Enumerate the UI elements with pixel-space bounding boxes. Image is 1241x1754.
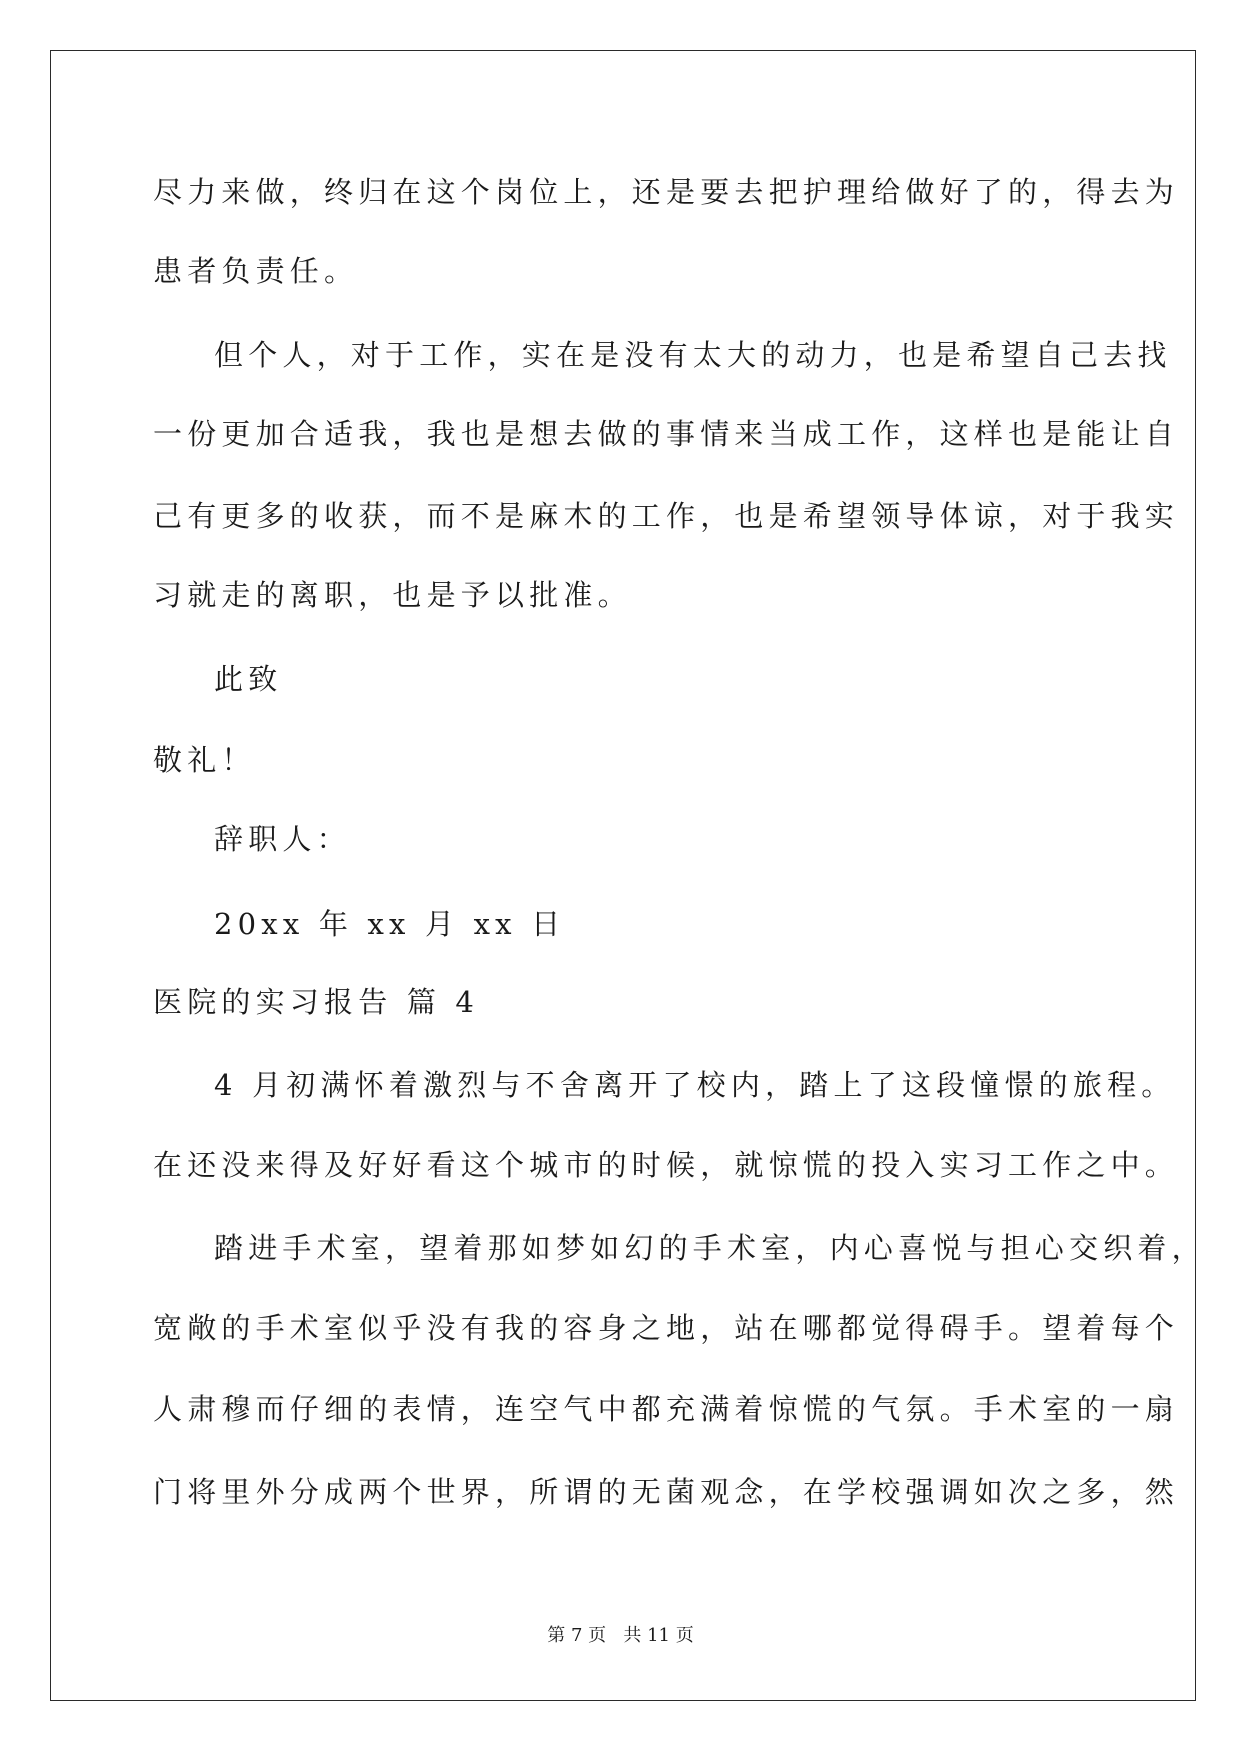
signature-line: 辞职人： <box>214 822 351 856</box>
closing-line: 敬礼！ <box>153 743 256 777</box>
text-line: 门将里外分成两个世界，所谓的无菌观念，在学校强调如次之多，然 <box>153 1475 1180 1509</box>
text-line: 己有更多的收获，而不是麻木的工作，也是希望领导体谅，对于我实 <box>153 499 1180 533</box>
salutation-line: 此致 <box>214 662 283 696</box>
text-line: 患者负责任。 <box>153 254 359 288</box>
text-line: 踏进手术室，望着那如梦如幻的手术室，内心喜悦与担心交织着， <box>214 1231 1206 1265</box>
text-line: 但个人，对于工作，实在是没有太大的动力，也是希望自己去找 <box>214 338 1172 372</box>
text-line: 一份更加合适我，我也是想去做的事情来当成工作，这样也是能让自 <box>153 417 1180 451</box>
text-line: 宽敞的手术室似乎没有我的容身之地，站在哪都觉得碍手。望着每个 <box>153 1311 1180 1345</box>
text-line: 4 月初满怀着激烈与不舍离开了校内，踏上了这段憧憬的旅程。 <box>214 1068 1176 1102</box>
page-number-footer: 第 7 页 共 11 页 <box>547 1625 694 1646</box>
text-line: 习就走的离职，也是予以批准。 <box>153 578 632 612</box>
page-border <box>50 50 1196 1701</box>
section-heading: 医院的实习报告 篇 4 <box>153 985 480 1019</box>
date-line: 20xx 年 xx 月 xx 日 <box>214 907 566 941</box>
text-line: 人肃穆而仔细的表情，连空气中都充满着惊慌的气氛。手术室的一扇 <box>153 1392 1180 1426</box>
text-line: 在还没来得及好好看这个城市的时候，就惊慌的投入实习工作之中。 <box>153 1148 1180 1182</box>
text-line: 尽力来做，终归在这个岗位上，还是要去把护理给做好了的，得去为 <box>153 175 1180 209</box>
